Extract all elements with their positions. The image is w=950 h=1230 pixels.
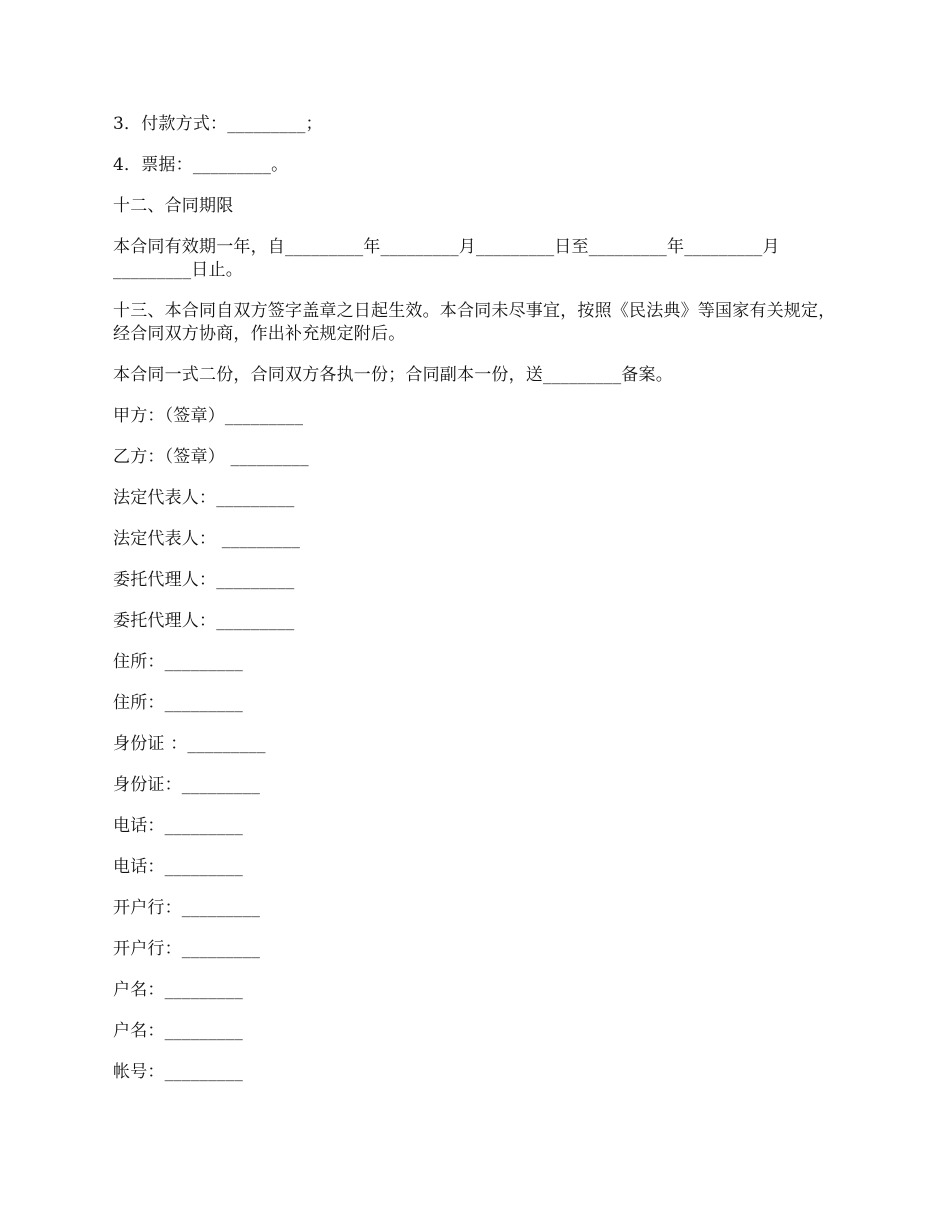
bank-a-line: 开户行：_________	[113, 898, 261, 918]
address-b-line: 住所：_________	[113, 693, 243, 713]
copies-clause: 本合同一式二份，合同双方各执一份；合同副本一份，送_________备案。	[113, 365, 673, 385]
id-card-a-line: 身份证 ：_________	[113, 734, 266, 754]
party-b-signature-line: 乙方：（签章） _________	[113, 447, 309, 467]
payment-method-clause: 3．付款方式：_________；	[113, 114, 323, 134]
account-number-line: 帐号：_________	[113, 1062, 243, 1082]
id-card-b-line: 身份证：_________	[113, 775, 261, 795]
phone-b-line: 电话：_________	[113, 857, 243, 877]
account-name-a-line: 户名：_________	[113, 980, 243, 1000]
agent-a-line: 委托代理人：_________	[113, 570, 295, 590]
document-body	[113, 113, 841, 1102]
invoice-clause: 4．票据：_________。	[113, 155, 289, 175]
party-a-signature-line: 甲方：（签章）_________	[113, 406, 304, 426]
agent-b-line: 委托代理人：_________	[113, 611, 295, 631]
legal-representative-b-line: 法定代表人： _________	[113, 529, 301, 549]
address-a-line: 住所：_________	[113, 652, 243, 672]
account-name-b-line: 户名：_________	[113, 1021, 243, 1041]
phone-a-line: 电话：_________	[113, 816, 243, 836]
section-heading-contract-term: 十二、合同期限	[113, 196, 234, 216]
bank-b-line: 开户行：_________	[113, 939, 261, 959]
validity-period-clause: 本合同有效期一年，自_________年_________月_________日至_________年_________月_________日止。	[113, 237, 780, 280]
legal-representative-a-line: 法定代表人：_________	[113, 488, 295, 508]
effective-clause: 十三、本合同自双方签字盖章之日起生效。本合同未尽事宜，按照《民法典》等国家有关规定，经合同双方协商，作出补充规定附后。	[113, 301, 836, 344]
